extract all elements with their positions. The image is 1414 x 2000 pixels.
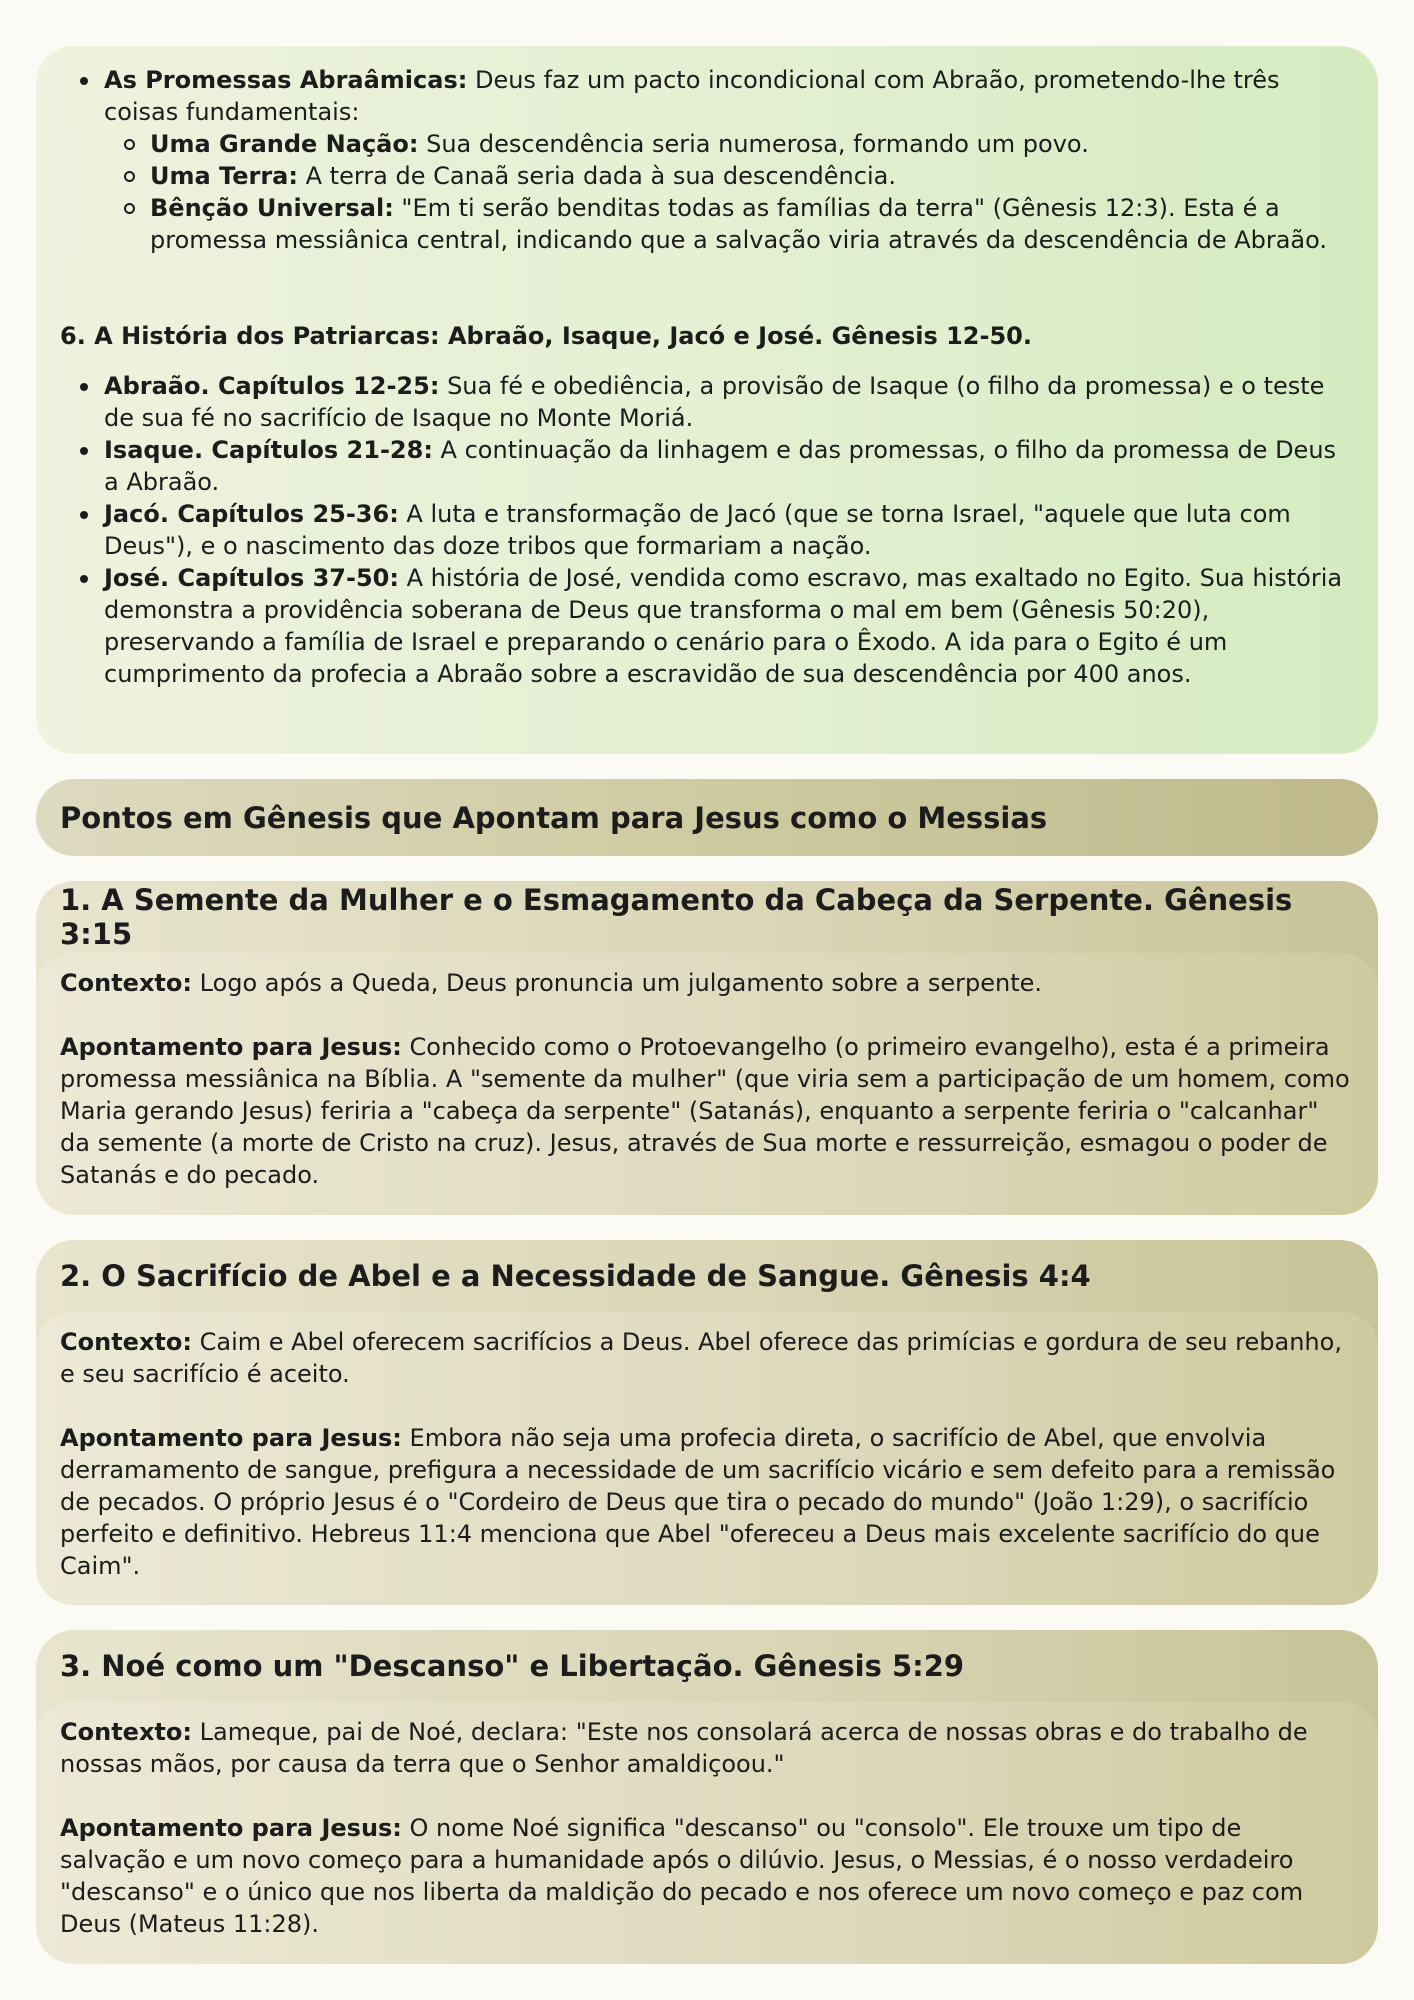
promises-list bbox=[60, 64, 1348, 256]
item-text: A luta e transformação de Jacó (que se torna Israel, "aquele que luta com Deus"), e o nascimento das doze tribos que formariam a nação. bbox=[104, 500, 1291, 560]
item-label: Bênção Universal: bbox=[150, 194, 394, 222]
pointing-label: Apontamento para Jesus: bbox=[60, 1033, 402, 1061]
pointing-label: Apontamento para Jesus: bbox=[60, 1424, 402, 1452]
pointing-paragraph bbox=[60, 1422, 1354, 1582]
item-label: Uma Terra: bbox=[150, 162, 298, 190]
context-paragraph bbox=[60, 1326, 1354, 1390]
card-header bbox=[36, 1240, 1378, 1312]
messiah-card bbox=[36, 1630, 1378, 1964]
list-item bbox=[104, 160, 1348, 192]
context-text: Logo após a Queda, Deus pronuncia um julgamento sobre a serpente. bbox=[191, 969, 1043, 997]
section-banner bbox=[36, 779, 1378, 856]
list-item bbox=[60, 434, 1348, 498]
card-body bbox=[36, 953, 1378, 1215]
context-label: Contexto: bbox=[60, 1718, 192, 1746]
list-item bbox=[60, 370, 1348, 434]
item-text: A história de José, vendida como escravo, mas exaltado no Egito. Sua história demonstra a providência soberana de Deus que transforma o mal em bem (Gênesis 50:20), preservando a família de Israel e preparando o cenário para o Êxodo. A ida para o Egito é um cumprimento da profecia a Abraão sobre a escravidão de sua descendência por 400 anos. bbox=[104, 564, 1343, 688]
card-title: 1. A Semente da Mulher e o Esmagamento da Cabeça da Serpente. Gênesis 3:15 bbox=[60, 883, 1293, 951]
context-paragraph bbox=[60, 1716, 1354, 1780]
list-item bbox=[60, 498, 1348, 562]
context-label: Contexto: bbox=[60, 1328, 192, 1356]
list-item bbox=[60, 562, 1348, 690]
patriarchs-panel bbox=[36, 46, 1378, 754]
item-text: Sua fé e obediência, a provisão de Isaque (o filho da promessa) e o teste de sua fé no sacrifício de Isaque no Monte Moriá. bbox=[104, 372, 1325, 432]
list-item bbox=[104, 192, 1348, 256]
item-text: "Em ti serão benditas todas as famílias da terra" (Gênesis 12:3). Esta é a promessa messiânica central, indicando que a salvação viria através da descendência de Abraão. bbox=[150, 194, 1328, 254]
item-label: As Promessas Abraâmicas: bbox=[104, 66, 468, 94]
pointing-text: O nome Noé significa "descanso" ou "consolo". Ele trouxe um tipo de salvação e um novo começo para a humanidade após o dilúvio. Jesus, o Messias, é o nosso verdadeiro "descanso" e o único que nos liberta da maldição do pecado e nos oferece um novo começo e paz com Deus (Mateus 11:28). bbox=[60, 1814, 1304, 1938]
card-title: 2. O Sacrifício de Abel e a Necessidade de Sangue. Gênesis 4:4 bbox=[60, 1259, 1091, 1293]
messiah-card bbox=[36, 881, 1378, 1215]
item-label: Jacó. Capítulos 25-36: bbox=[104, 500, 399, 528]
item-text: A terra de Canaã seria dada à sua descendência. bbox=[297, 162, 896, 190]
item-label: Uma Grande Nação: bbox=[150, 130, 419, 158]
pointing-label: Apontamento para Jesus: bbox=[60, 1814, 402, 1842]
context-label: Contexto: bbox=[60, 969, 192, 997]
pointing-text: Embora não seja uma profecia direta, o sacrifício de Abel, que envolvia derramamento de sangue, prefigura a necessidade de um sacrifício vicário e sem defeito para a remissão de pecados. O próprio Jesus é o "Cordeiro de Deus que tira o pecado do mundo" (João 1:29), o sacrifício perfeito e definitivo. Hebreus 11:4 menciona que Abel "ofereceu a Deus mais excelente sacrifício do que Caim". bbox=[60, 1424, 1336, 1580]
card-body bbox=[36, 1702, 1378, 1964]
section-title: Pontos em Gênesis que Apontam para Jesus como o Messias bbox=[60, 800, 1048, 835]
card-body bbox=[36, 1312, 1378, 1605]
card-header bbox=[36, 881, 1378, 953]
card-header bbox=[36, 1630, 1378, 1702]
promises-sublist bbox=[104, 128, 1348, 256]
item-text: A continuação da linhagem e das promessas, o filho da promessa de Deus a Abraão. bbox=[104, 436, 1337, 496]
item-text: Sua descendência seria numerosa, formando um povo. bbox=[418, 130, 1089, 158]
item-text: Deus faz um pacto incondicional com Abraão, prometendo-lhe três coisas fundamentais: bbox=[104, 66, 1280, 126]
context-text: Lameque, pai de Noé, declara: "Este nos consolará acerca de nossas obras e do trabalho de nossas mãos, por causa da terra que o Senhor amaldiçoou." bbox=[60, 1718, 1308, 1778]
item-label: José. Capítulos 37-50: bbox=[104, 564, 399, 592]
pointing-paragraph bbox=[60, 1812, 1354, 1940]
patriarchs-list bbox=[60, 370, 1348, 690]
item-label: Isaque. Capítulos 21-28: bbox=[104, 436, 433, 464]
list-item bbox=[104, 128, 1348, 160]
item-label: Abraão. Capítulos 12-25: bbox=[104, 372, 440, 400]
pointing-paragraph bbox=[60, 1031, 1354, 1191]
context-text: Caim e Abel oferecem sacrifícios a Deus. Abel oferece das primícias e gordura de seu rebanho, e seu sacrifício é aceito. bbox=[60, 1328, 1342, 1388]
list-item bbox=[60, 64, 1348, 256]
pointing-text: Conhecido como o Protoevangelho (o primeiro evangelho), esta é a primeira promessa messiânica na Bíblia. A "semente da mulher" (que viria sem a participação de um homem, como Maria gerando Jesus) feriria a "cabeça da serpente" (Satanás), enquanto a serpente feriria o "calcanhar" da semente (a morte de Cristo na cruz). Jesus, através de Sua morte e ressurreição, esmagou o poder de Satanás e do pecado. bbox=[60, 1033, 1350, 1189]
patriarchs-heading: 6. A História dos Patriarcas: Abraão, Isaque, Jacó e José. Gênesis 12-50. bbox=[60, 322, 1032, 350]
card-title: 3. Noé como um "Descanso" e Libertação. Gênesis 5:29 bbox=[60, 1649, 965, 1683]
context-paragraph bbox=[60, 967, 1354, 999]
messiah-card bbox=[36, 1240, 1378, 1605]
